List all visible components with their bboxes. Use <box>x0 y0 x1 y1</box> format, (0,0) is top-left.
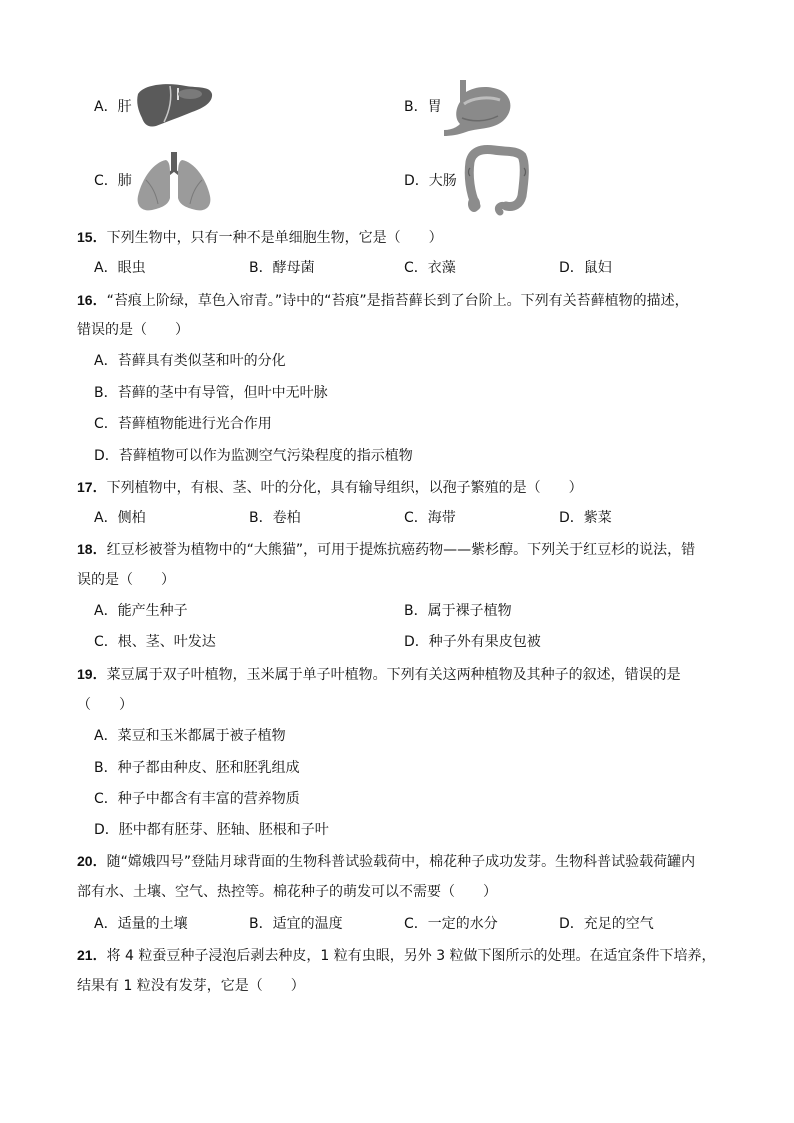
question-18-stem <box>77 539 695 560</box>
q14-option-c[interactable] <box>94 171 132 191</box>
q14-option-a[interactable] <box>94 97 132 117</box>
question-number: 17． <box>77 479 107 495</box>
question-text: 将 4 粒蚕豆种子浸泡后剥去种皮，1 粒有虫眼，另外 3 粒做下图所示的处理。在适宜条件下培养， <box>106 948 716 964</box>
q20-option-b[interactable]: B．适宜的温度 <box>249 916 343 932</box>
q14-option-d[interactable] <box>404 171 457 191</box>
question-text: 随“嫦娥四号”登陆月球背面的生物科普试验载荷中，棉花种子成功发芽。生物科普试验载荷罐内 <box>106 854 696 870</box>
q15-option-c[interactable]: C．衣藻 <box>404 260 456 276</box>
question-16-stem-cont: 错误的是（ ） <box>77 322 189 338</box>
option-text: 肝 <box>117 99 132 115</box>
question-number: 15． <box>77 229 107 245</box>
question-19-stem-cont: （ ） <box>77 697 133 713</box>
q19-option-d[interactable]: D．胚中都有胚芽、胚轴、胚根和子叶 <box>94 822 329 838</box>
q19-option-c[interactable]: C．种子中都含有丰富的营养物质 <box>94 791 300 807</box>
q18-option-b[interactable]: B．属于裸子植物 <box>404 603 512 619</box>
q17-option-b[interactable]: B．卷柏 <box>249 510 301 526</box>
question-number: 18． <box>77 541 107 557</box>
option-letter: B． <box>404 99 428 115</box>
option-letter: D． <box>404 173 429 189</box>
question-text: 菜豆属于双子叶植物，玉米属于单子叶植物。下列有关这两种植物及其种子的叙述，错误的是 <box>106 667 681 683</box>
question-17-stem <box>77 477 583 498</box>
question-19-stem <box>77 664 681 685</box>
question-18-stem-cont: 误的是（ ） <box>77 572 175 588</box>
question-21-stem <box>77 945 716 966</box>
q19-option-a[interactable]: A．菜豆和玉米都属于被子植物 <box>94 728 286 744</box>
question-15-stem <box>77 227 443 248</box>
question-20-stem <box>77 851 695 872</box>
question-number: 16． <box>77 292 107 308</box>
q16-option-c[interactable]: C．苔藓植物能进行光合作用 <box>94 416 272 432</box>
question-21-stem-cont: 结果有 1 粒没有发芽，它是（ ） <box>77 978 305 994</box>
q15-option-b[interactable]: B．酵母菌 <box>249 260 315 276</box>
q17-option-c[interactable]: C．海带 <box>404 510 456 526</box>
option-text: 胃 <box>427 99 442 115</box>
question-number: 21． <box>77 947 107 963</box>
q20-option-d[interactable]: D．充足的空气 <box>559 916 654 932</box>
option-text: 肺 <box>117 173 132 189</box>
question-text: 下列生物中，只有一种不是单细胞生物，它是（ ） <box>106 230 443 246</box>
q16-option-b[interactable]: B．苔藓的茎中有导管，但叶中无叶脉 <box>94 385 328 401</box>
q19-option-b[interactable]: B．种子都由种皮、胚和胚乳组成 <box>94 760 300 776</box>
q15-option-a[interactable]: A．眼虫 <box>94 260 146 276</box>
q18-option-d[interactable]: D．种子外有果皮包被 <box>404 634 541 650</box>
q17-option-a[interactable]: A．侧柏 <box>94 510 146 526</box>
liver-icon <box>134 80 214 128</box>
option-letter: A． <box>94 99 118 115</box>
q16-option-d[interactable]: D．苔藓植物可以作为监测空气污染程度的指示植物 <box>94 448 413 464</box>
option-text: 大肠 <box>428 173 457 189</box>
question-16-stem <box>77 290 689 311</box>
q14-option-b[interactable] <box>404 97 442 117</box>
q15-option-d[interactable]: D．鼠妇 <box>559 260 612 276</box>
stomach-icon <box>442 78 514 138</box>
question-number: 19． <box>77 666 107 682</box>
q20-option-a[interactable]: A．适量的土壤 <box>94 916 188 932</box>
q18-option-a[interactable]: A．能产生种子 <box>94 603 188 619</box>
question-number: 20． <box>77 853 107 869</box>
question-text: 下列植物中，有根、茎、叶的分化，具有输导组织，以孢子繁殖的是（ ） <box>106 480 583 496</box>
large-intestine-icon <box>460 142 530 216</box>
option-letter: C． <box>94 173 118 189</box>
q20-option-c[interactable]: C．一定的水分 <box>404 916 498 932</box>
q17-option-d[interactable]: D．紫菜 <box>559 510 612 526</box>
q16-option-a[interactable]: A．苔藓具有类似茎和叶的分化 <box>94 353 286 369</box>
question-20-stem-cont: 部有水、土壤、空气、热控等。棉花种子的萌发可以不需要（ ） <box>77 884 497 900</box>
question-text: “苔痕上阶绿，草色入帘青。”诗中的“苔痕”是指苔藓长到了台阶上。下列有关苔藓植物的描述， <box>106 293 689 309</box>
question-text: 红豆杉被誉为植物中的“大熊猫”，可用于提炼抗癌药物——紫杉醇。下列关于红豆杉的说法，错 <box>106 542 696 558</box>
q18-option-c[interactable]: C．根、茎、叶发达 <box>94 634 216 650</box>
lungs-icon <box>134 150 214 214</box>
